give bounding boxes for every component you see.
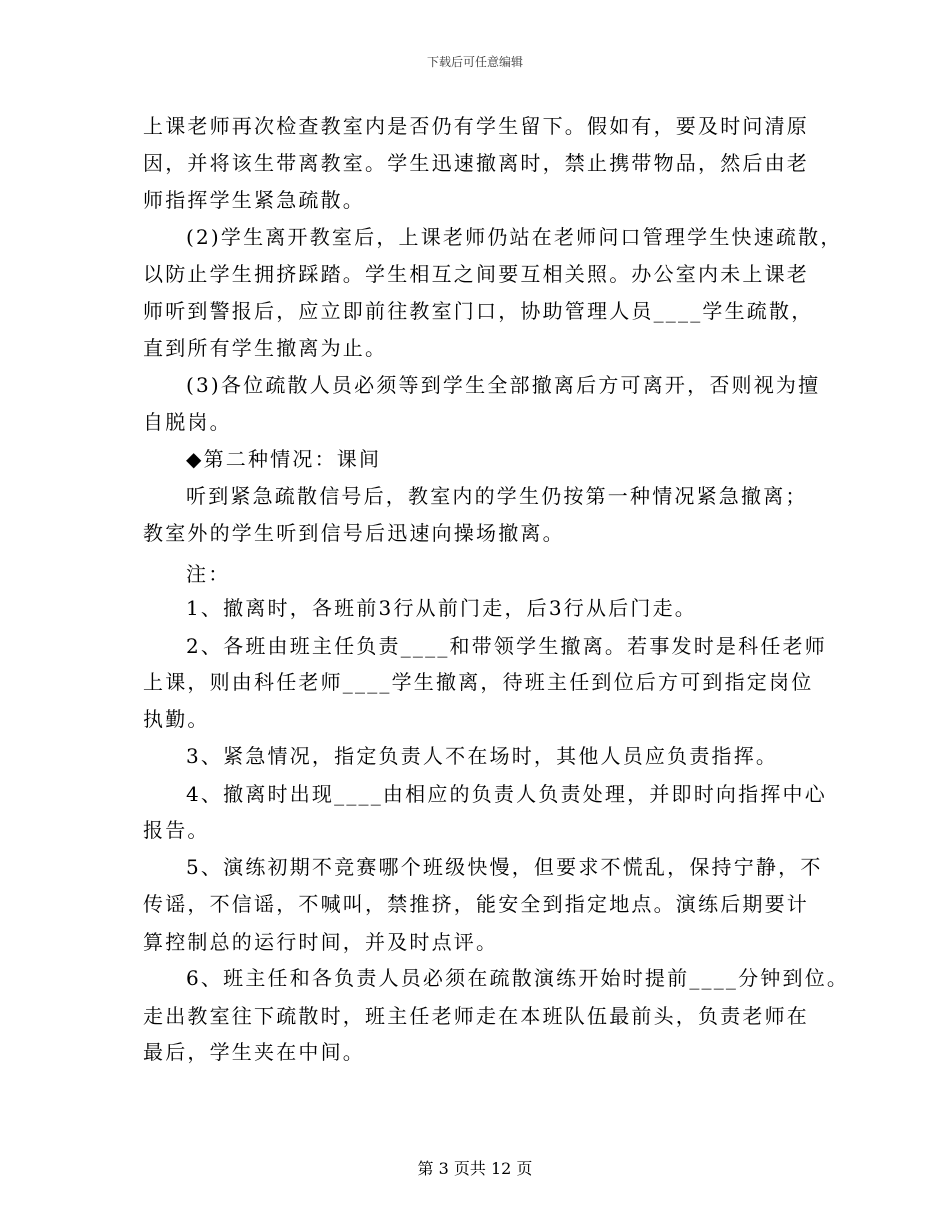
section-heading: ◆第二种情况：课间 [186, 447, 382, 471]
body-line: 因，并将该生带离教室。学生迅速撤离时，禁止携带物品，然后由老 [143, 151, 809, 175]
page-footer: 第 3 页共 12 页 [417, 1159, 533, 1178]
body-line: 报告。 [143, 818, 210, 842]
note-item: 6、班主任和各负责人员必须在疏散演练开始时提前____分钟到位。 [186, 966, 850, 990]
note-item: 1、撤离时，各班前3行从前门走，后3行从后门走。 [186, 596, 697, 620]
body-line: (2)学生离开教室后，上课老师仍站在老师问口管理学生快速疏散， [186, 225, 843, 249]
page-header: 下载后可任意编辑 [426, 55, 523, 69]
body-line: 执勤。 [143, 707, 210, 731]
body-line: 以防止学生拥挤踩踏。学生相互之间要互相关照。办公室内未上课老 [143, 262, 809, 286]
body-line: 师指挥学生紧急疏散。 [143, 188, 365, 212]
note-item: 5、演练初期不竞赛哪个班级快慢，但要求不慌乱，保持宁静，不 [186, 855, 823, 879]
body-line: 上课，则由科任老师____学生撤离，待班主任到位后方可到指定岗位 [143, 670, 814, 694]
body-line: (3)各位疏散人员必须等到学生全部撤离后方可离开，否则视为擅 [186, 373, 821, 397]
note-item: 4、撤离时出现____由相应的负责人负责处理，并即时向指挥中心 [186, 782, 827, 806]
body-line: 师听到警报后，应立即前往教室门口，协助管理人员____学生疏散， [143, 299, 814, 323]
body-line: 直到所有学生撤离为止。 [143, 336, 388, 360]
body-line: 走出教室往下疏散时，班主任老师走在本班队伍最前头，负责老师在 [143, 1004, 809, 1028]
body-line: 最后，学生夹在中间。 [143, 1040, 365, 1064]
note-item: 2、各班由班主任负责____和带领学生撤离。若事发时是科任老师 [186, 634, 827, 658]
body-line: 自脱岗。 [143, 410, 232, 434]
note-item: 3、紧急情况，指定负责人不在场时，其他人员应负责指挥。 [186, 744, 779, 768]
body-line: 听到紧急疏散信号后，教室内的学生仍按第一种情况紧急撤离； [186, 484, 808, 508]
body-line: 教室外的学生听到信号后迅速向操场撤离。 [143, 521, 565, 545]
body-line: 传谣，不信谣，不喊叫，禁推挤，能安全到指定地点。演练后期要计 [143, 892, 809, 916]
body-line: 算控制总的运行时间，并及时点评。 [143, 930, 499, 954]
note-label: 注： [186, 562, 231, 586]
body-line: 上课老师再次检查教室内是否仍有学生留下。假如有，要及时问清原 [143, 114, 809, 138]
